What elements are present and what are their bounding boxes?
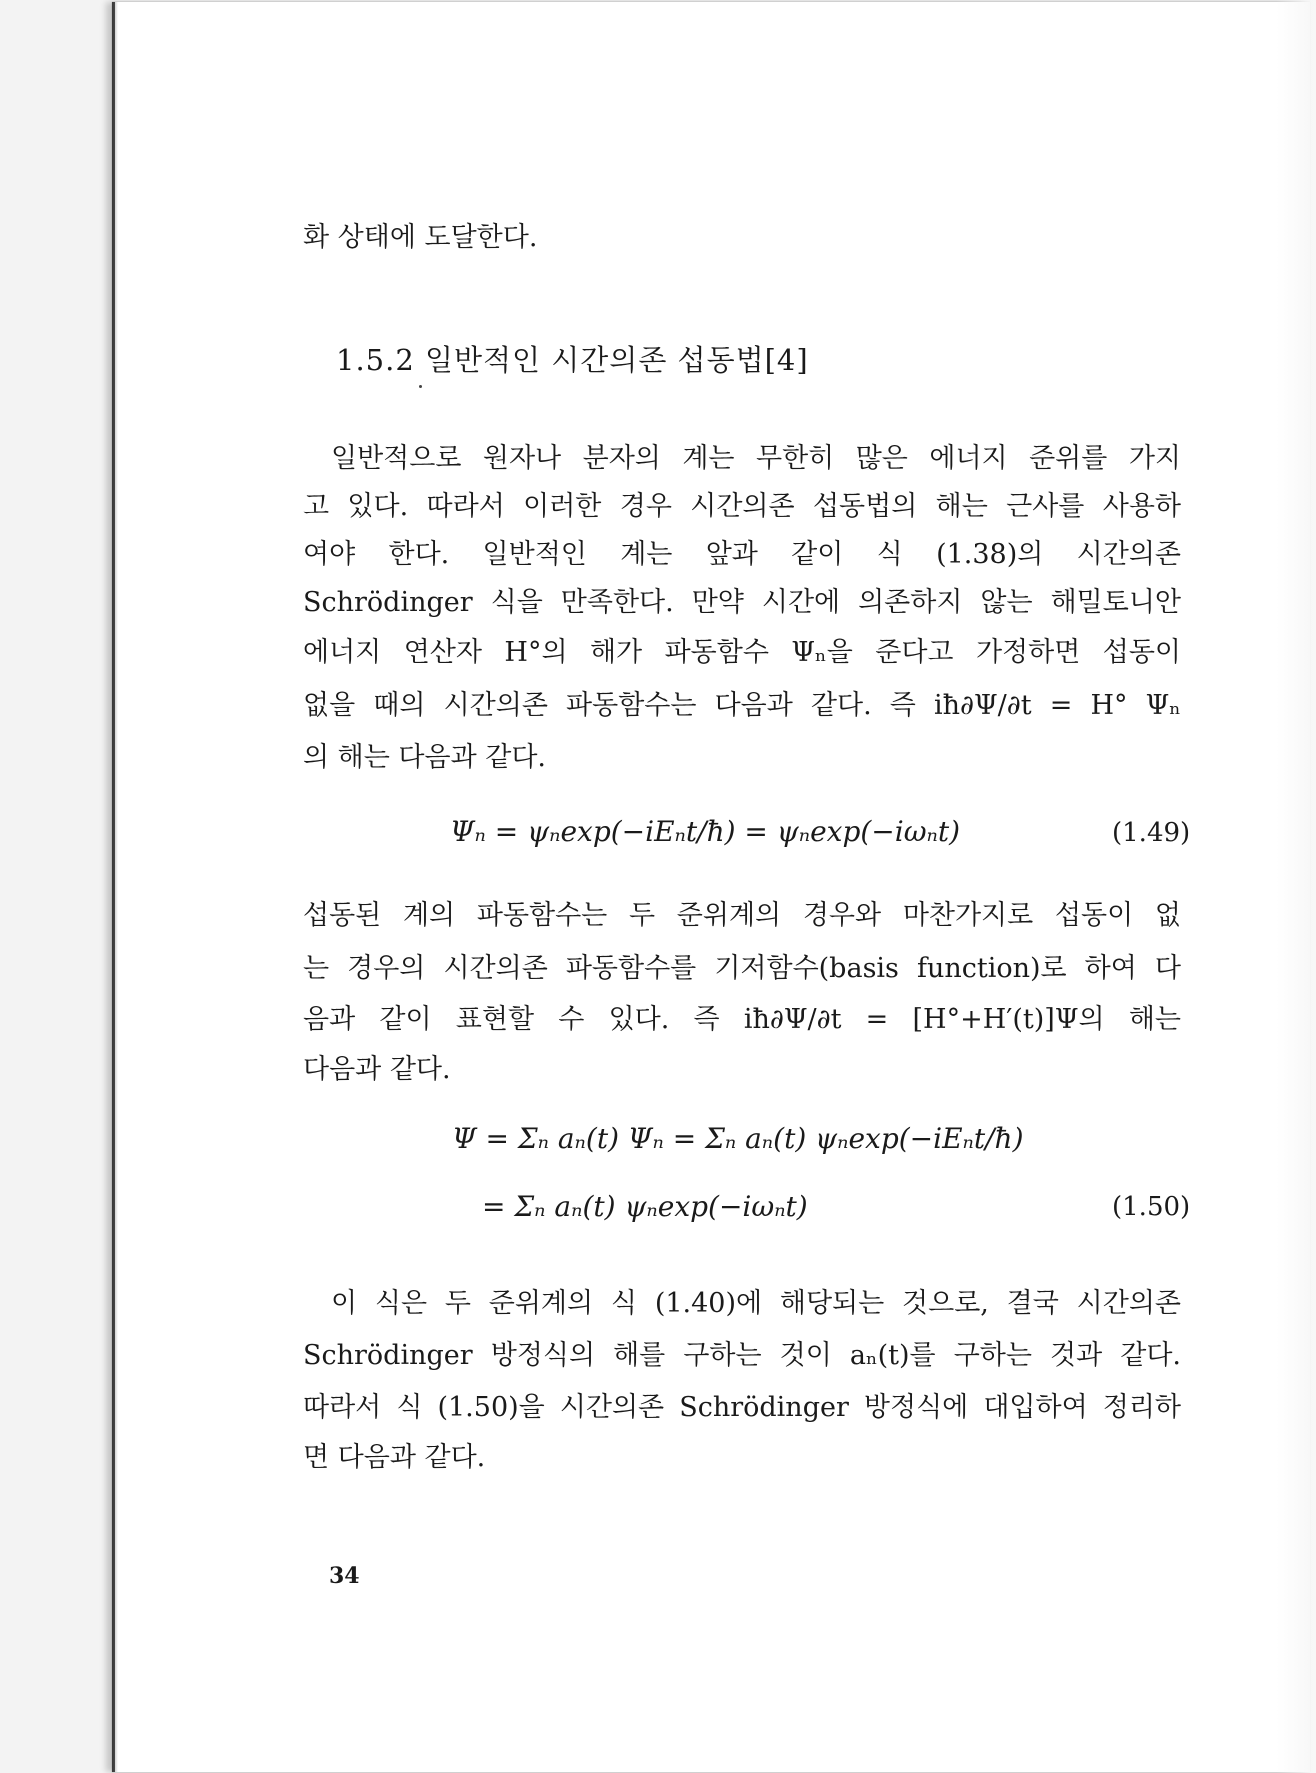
para2-line-3: 음과 같이 표현할 수 있다. 즉 iħ∂Ψ/∂t = [H°+H′(t)]Ψ의 해는 [303,1004,1181,1035]
equation-1-49: Ψₙ = ψₙexp(−iEₙt/ħ) = ψₙexp(−iωₙt) [450,815,961,848]
para1-line-7: 의 해는 다음과 같다. [303,742,546,773]
para3-line-3: 따라서 식 (1.50)을 시간의존 Schrödinger 방정식에 대입하여 정리하 [303,1392,1181,1423]
equation-1-50-line-2: = Σₙ aₙ(t) ψₙexp(−iωₙt) [482,1190,808,1223]
page-edge-fade [1276,0,1316,1773]
para1-line-6: 없을 때의 시간의존 파동함수는 다음과 같다. 즉 iħ∂Ψ/∂t = H° Ψₙ [303,690,1181,721]
para1-line-1: 일반적으로 원자나 분자의 계는 무한히 많은 에너지 준위를 가지 [331,443,1181,474]
para1-line-3: 여야 한다. 일반적인 계는 앞과 같이 식 (1.38)의 시간의존 [303,539,1181,570]
top-line: 화 상태에 도달한다. [303,222,538,253]
para3-line-1: 이 식은 두 준위계의 식 (1.40)에 해당되는 것으로, 결국 시간의존 [331,1288,1181,1319]
equation-number-1-49: (1.49) [1112,818,1191,848]
para2-line-1: 섭동된 계의 파동함수는 두 준위계의 경우와 마찬가지로 섭동이 없 [303,900,1181,931]
para2-line-2: 는 경우의 시간의존 파동함수를 기저함수(basis function)로 하여 다 [303,953,1181,984]
page-number: 34 [329,1563,360,1589]
para1-line-2: 고 있다. 따라서 이러한 경우 시간의존 섭동법의 해는 근사를 사용하 [303,491,1181,522]
para2-line-4: 다음과 같다. [303,1054,451,1085]
para3-line-4: 면 다음과 같다. [303,1442,486,1473]
para3-line-2: Schrödinger 방정식의 해를 구하는 것이 aₙ(t)를 구하는 것과 같다. [303,1340,1181,1371]
equation-number-1-50: (1.50) [1112,1192,1191,1222]
stray-dot [419,385,422,388]
para1-line-4: Schrödinger 식을 만족한다. 만약 시간에 의존하지 않는 해밀토니안 [303,587,1181,618]
para1-line-5: 에너지 연산자 H°의 해가 파동함수 Ψₙ을 준다고 가정하면 섭동이 [303,637,1181,668]
section-heading: 1.5.2 일반적인 시간의존 섭동법[4] [336,343,809,377]
equation-1-50-line-1: Ψ = Σₙ aₙ(t) Ψₙ = Σₙ aₙ(t) ψₙexp(−iEₙt/ħ) [452,1122,1024,1155]
book-page [112,2,1310,1772]
spine-shadow [112,2,118,1772]
